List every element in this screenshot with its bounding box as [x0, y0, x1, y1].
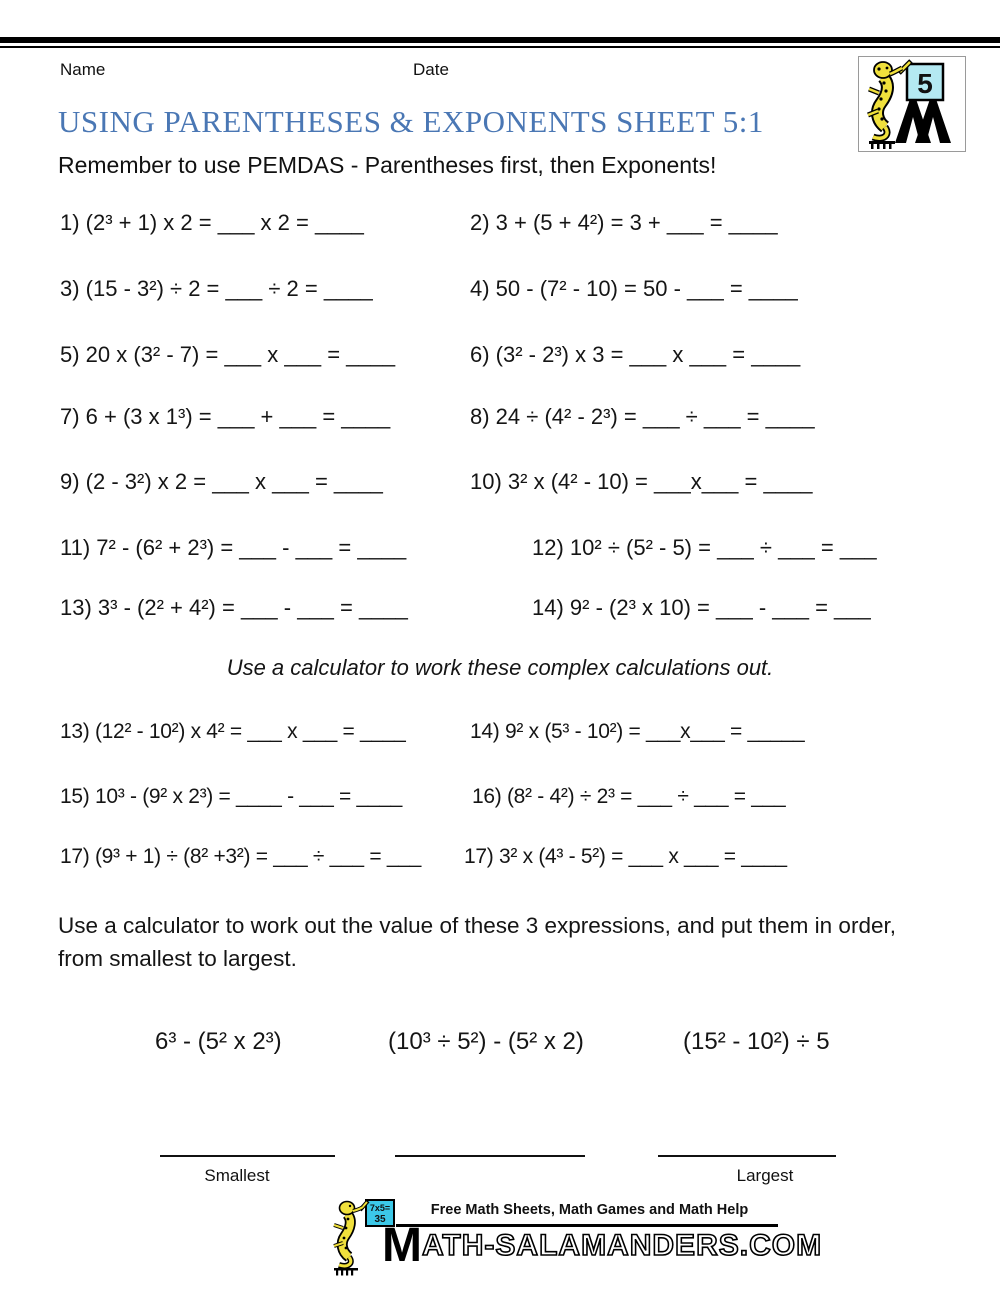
problem-13: 13) 3³ - (2² + 4²) = ___ - ___ = ____	[60, 595, 408, 620]
spot	[880, 117, 883, 120]
spot	[879, 97, 882, 100]
stool-leg	[883, 144, 886, 149]
largest-label: Largest	[736, 1166, 794, 1185]
expression-1: 6³ - (5² x 2³)	[155, 1028, 282, 1055]
spot	[877, 67, 880, 70]
salamander-badge-icon	[859, 57, 963, 149]
ordering-instruction: Use a calculator to work out the value of these 3 expressions, and put them in order, from smallest to largest.	[58, 913, 896, 971]
salamander-eye	[886, 67, 889, 70]
calc-problem-17a: 17) (9³ + 1) ÷ (8² +3²) = ___ ÷ ___ = ___	[60, 845, 421, 868]
salamander-head	[340, 1202, 355, 1215]
name-label: Name	[60, 60, 106, 79]
calc-problem-17b: 17) 3² x (4³ - 5²) = ___ x ___ = ____	[464, 845, 787, 868]
spot	[877, 107, 880, 110]
pemdas-reminder: Remember to use PEMDAS - Parentheses first, then Exponents!	[58, 152, 717, 178]
stool-leg	[346, 1271, 348, 1276]
chalkboard-line2: 35	[374, 1214, 386, 1225]
page-title: USING PARENTHESES & EXPONENTS SHEET 5:1	[58, 104, 764, 139]
date-label: Date	[413, 60, 449, 79]
spot	[343, 1237, 346, 1240]
stool-leg	[341, 1271, 343, 1276]
answer-line-3	[658, 1155, 836, 1157]
stool	[334, 1268, 358, 1271]
spot	[345, 1227, 348, 1230]
footer-tagline: Free Math Sheets, Math Games and Math Help	[430, 1202, 749, 1218]
problem-9: 9) (2 - 3²) x 2 = ___ x ___ = ____	[60, 469, 383, 494]
stool-leg	[351, 1271, 353, 1276]
problem-4: 4) 50 - (7² - 10) = 50 - ___ = ____	[470, 276, 798, 301]
calc-problem-14: 14) 9² x (5³ - 10²) = ___x___ = _____	[470, 720, 805, 743]
chalkboard-line1: 7x5=	[369, 1203, 391, 1213]
calc-problem-13: 13) (12² - 10²) x 4² = ___ x ___ = ____	[60, 720, 406, 743]
problem-6: 6) (3² - 2³) x 3 = ___ x ___ = ____	[470, 342, 801, 367]
spot	[882, 81, 885, 84]
footer-wordmark	[382, 1219, 823, 1272]
problem-8: 8) 24 ÷ (4² - 2³) = ___ ÷ ___ = ____	[470, 404, 815, 429]
stool-leg	[889, 144, 892, 149]
wordmark-rest: ATH-SALAMANDERS.COM	[421, 1229, 823, 1262]
stool-leg	[336, 1271, 338, 1276]
salamander-eye	[349, 1205, 351, 1207]
wordmark-m: M	[382, 1219, 422, 1272]
math-salamanders-badge	[858, 56, 966, 152]
smallest-label: Smallest	[204, 1166, 270, 1185]
answer-line-2	[395, 1155, 585, 1157]
calc-problem-15: 15) 10³ - (9² x 2³) = ____ - ___ = ____	[60, 785, 402, 808]
problem-5: 5) 20 x (3² - 7) = ___ x ___ = ____	[60, 342, 396, 367]
problem-11: 11) 7² - (6² + 2³) = ___ - ___ = ____	[60, 535, 407, 560]
calc-problem-16: 16) (8² - 4²) ÷ 2³ = ___ ÷ ___ = ___	[472, 785, 786, 808]
top-rule-thick	[0, 37, 1000, 43]
problem-1: 1) (2³ + 1) x 2 = ___ x 2 = ____	[60, 210, 364, 235]
spot	[884, 89, 887, 92]
salamander-head	[874, 62, 892, 78]
math-salamanders-footer-logo	[330, 1196, 823, 1278]
problem-14: 14) 9² - (2³ x 10) = ___ - ___ = ___	[532, 595, 871, 620]
problem-7: 7) 6 + (3 x 1³) = ___ + ___ = ____	[60, 404, 391, 429]
problem-2: 2) 3 + (5 + 4²) = 3 + ___ = ____	[470, 210, 778, 235]
problem-12: 12) 10² ÷ (5² - 5) = ___ ÷ ___ = ___	[532, 535, 877, 560]
spot	[345, 1247, 348, 1250]
stool-leg	[877, 144, 880, 149]
expression-3: (15² - 10²) ÷ 5	[683, 1028, 830, 1055]
answer-line-1	[160, 1155, 335, 1157]
spot	[347, 1218, 350, 1221]
problem-10: 10) 3² x (4² - 10) = ___x___ = ____	[470, 469, 813, 494]
top-rule-thin	[0, 46, 1000, 48]
problem-3: 3) (15 - 3²) ÷ 2 = ___ ÷ 2 = ____	[60, 276, 373, 301]
calculator-note: Use a calculator to work these complex calculations out.	[226, 655, 774, 680]
stool	[869, 141, 895, 144]
badge-number: 5	[917, 68, 933, 99]
stool-leg	[871, 144, 874, 149]
expression-2: (10³ ÷ 5²) - (5² x 2)	[388, 1028, 584, 1055]
